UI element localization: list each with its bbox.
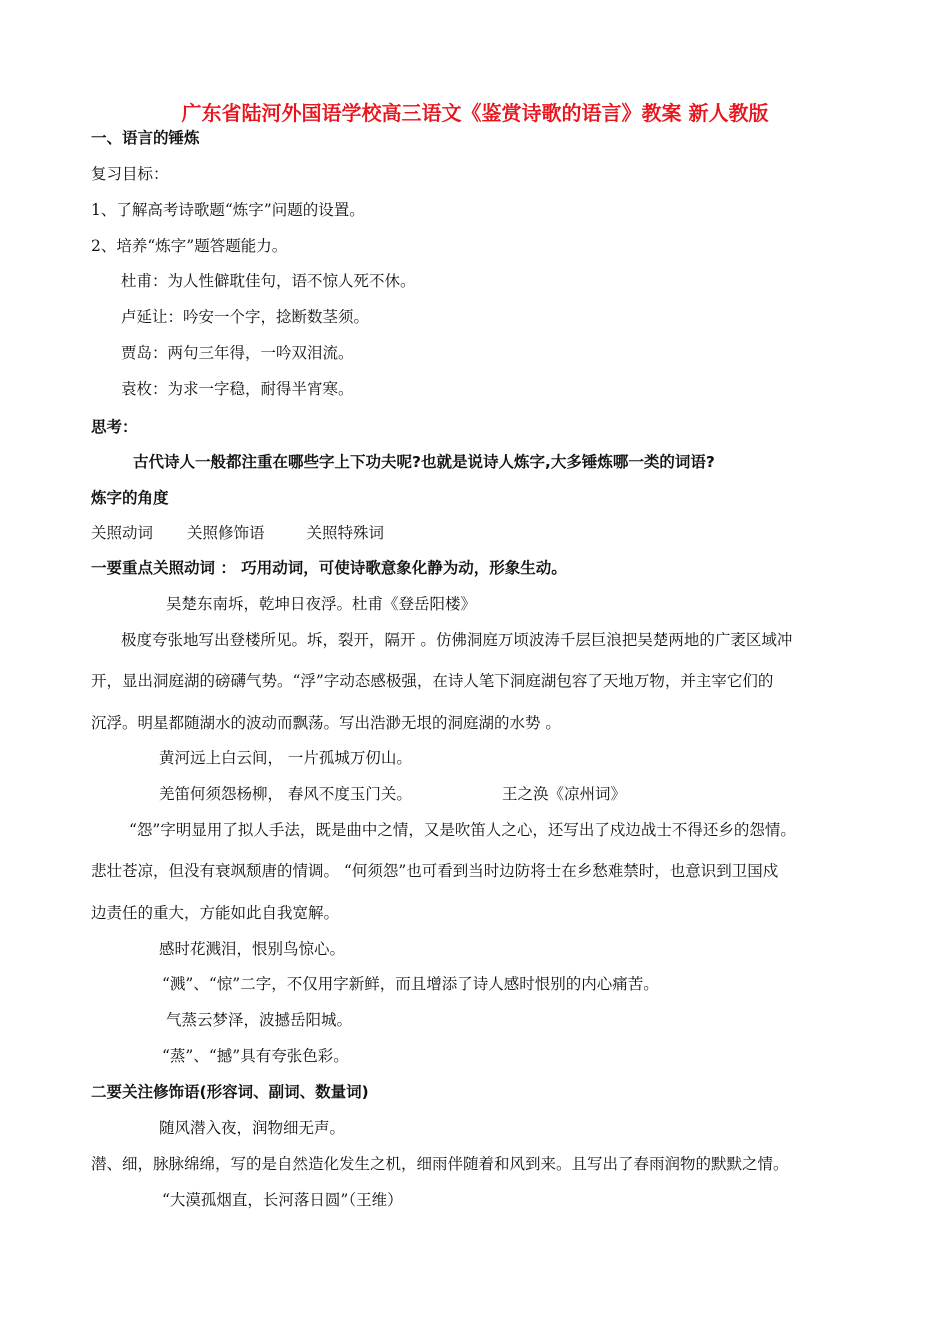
para-2-line-1: “怨”字明显用了拟人手法，既是曲中之情，又是吹笛人之心，还写出了戍边战士不得还乡的怨情。 <box>129 821 796 839</box>
quote-dufu: 杜甫：为人性僻耽佳句，语不惊人死不休。 <box>121 272 416 290</box>
para-2-line-3: 边责任的重大，方能如此自我宽解。 <box>91 904 340 922</box>
quote-lu: 卢延让：吟安一个字，捻断数茎须。 <box>121 308 370 326</box>
poem-3: 感时花溅泪，恨别鸟惊心。 <box>159 940 346 958</box>
document-title: 广东省陆河外国语学校高三语文《鉴赏诗歌的语言》教案 新人教版 <box>181 101 769 125</box>
poem-2-source: 王之涣《凉州词》 <box>502 785 627 803</box>
poem-5: 随风潜入夜，润物细无声。 <box>159 1119 346 1137</box>
angle-verb: 关照动词 <box>91 524 154 542</box>
para-1-line-2: 开，显出洞庭湖的磅礴气势。“浮”字动态感极强，在诗人笔下洞庭湖包容了天地万物，并主宰它们的 <box>91 672 774 690</box>
think-question: 古代诗人一般都注重在哪些字上下功夫呢?也就是说诗人炼字,大多锤炼哪一类的词语? <box>133 453 715 471</box>
para-1-line-1: 极度夸张地写出登楼所见。坼，裂开，隔开 。仿佛洞庭万顷波涛千层巨浪把吴楚两地的广袤区域冲 <box>121 631 793 649</box>
poem-2-line-1: 黄河远上白云间， 一片孤城万仞山。 <box>159 749 412 767</box>
note-4: “蒸”、“撼”具有夸张色彩。 <box>162 1047 349 1065</box>
angle-list <box>91 523 384 543</box>
point-1-heading: 一要重点关照动词 ： 巧用动词，可使诗歌意象化静为动，形象生动。 <box>91 559 567 577</box>
review-goals-label: 复习目标： <box>91 165 169 183</box>
angle-special: 关照特殊词 <box>306 524 385 542</box>
point-2-heading: 二要关注修饰语(形容词、副词、数量词) <box>91 1083 369 1101</box>
para-5: 潜、细，脉脉绵绵，写的是自然造化发生之机，细雨伴随着和风到来。且写出了春雨润物的默默之情。 <box>91 1155 789 1173</box>
poem-1: 吴楚东南坼，乾坤日夜浮。杜甫《登岳阳楼》 <box>166 595 477 613</box>
think-label: 思考： <box>91 418 138 436</box>
note-3: “溅”、“惊”二字，不仅用字新鲜，而且增添了诗人感时恨别的内心痛苦。 <box>162 975 659 993</box>
goal-2: 2、培养“炼字”题答题能力。 <box>91 237 288 255</box>
para-2-line-2: 悲壮苍凉，但没有衰飒颓唐的情调。 “何须怨”也可看到当时边防将士在乡愁难禁时，也意识到卫国戍 <box>91 862 779 880</box>
angle-modifier: 关照修饰语 <box>187 524 265 542</box>
angle-heading: 炼字的角度 <box>91 489 169 507</box>
goal-1: 1、了解高考诗歌题“炼字”问题的设置。 <box>91 201 365 219</box>
quote-jia: 贾岛：两句三年得，一吟双泪流。 <box>121 344 354 362</box>
poem-4: 气蒸云梦泽，波撼岳阳城。 <box>166 1011 353 1029</box>
para-1-line-3: 沉浮。明星都随湖水的波动而飘荡。写出浩渺无垠的洞庭湖的水势 。 <box>91 714 561 732</box>
poem-2-line-2: 羌笛何须怨杨柳， 春风不度玉门关。 <box>159 785 412 803</box>
poem-6: “大漠孤烟直，长河落日圆”（王维） <box>162 1191 403 1209</box>
quote-yuan: 袁枚：为求一字稳，耐得半宵寒。 <box>121 380 354 398</box>
section-heading-1: 一、语言的锤炼 <box>91 129 200 147</box>
